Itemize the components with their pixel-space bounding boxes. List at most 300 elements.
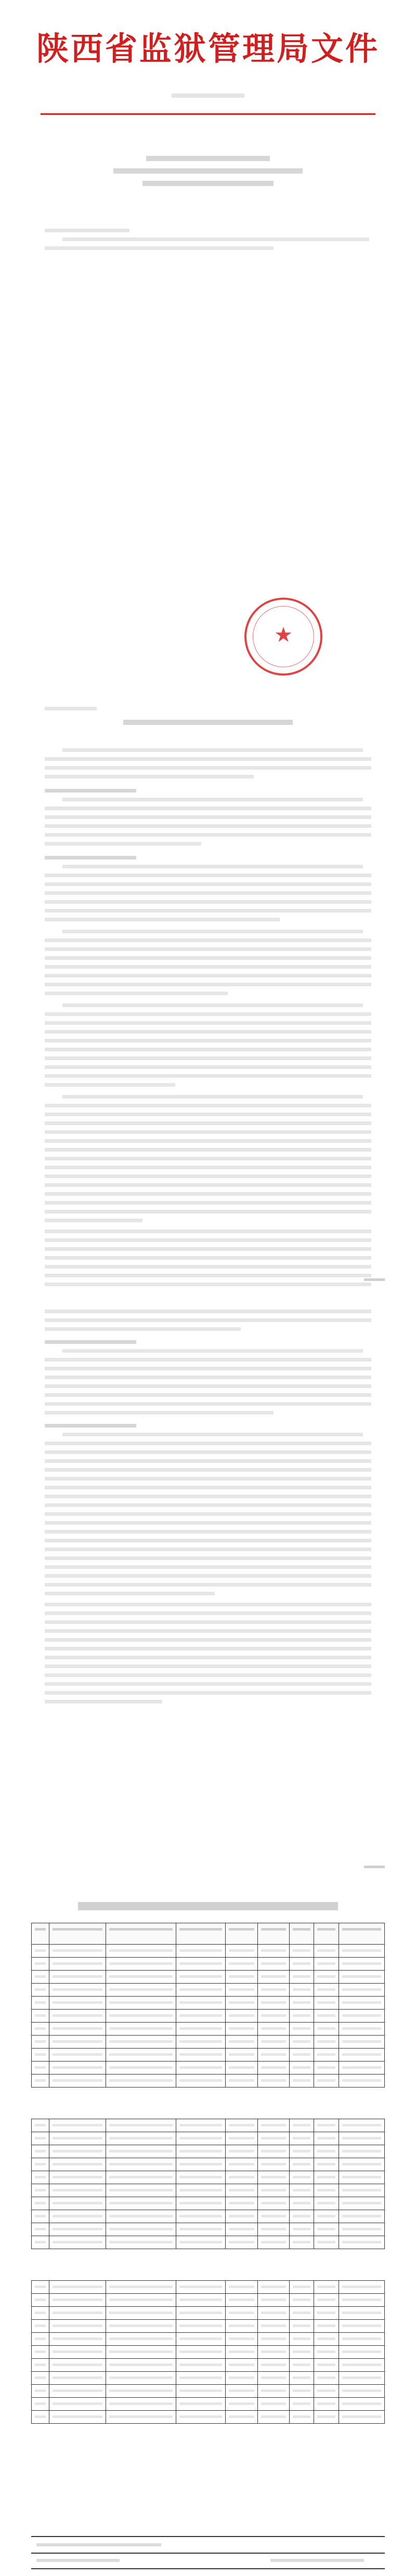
table-cell: [257, 1945, 289, 1958]
table-cell: [289, 2010, 314, 2023]
table-cell: [339, 2385, 384, 2398]
table-cell: [32, 2184, 49, 2197]
table-cell: [106, 2294, 176, 2307]
table-cell: [176, 2171, 226, 2184]
table-cell: [106, 2075, 176, 2088]
table-cell: [339, 2145, 384, 2158]
table-cell: [49, 2320, 106, 2333]
table-row: [32, 2132, 385, 2145]
table-row: [32, 2346, 385, 2359]
table-cell: [339, 2359, 384, 2372]
table-cell: [226, 2359, 257, 2372]
table-cell: [257, 1958, 289, 1971]
table-cell: [32, 2411, 49, 2424]
table-cell: [226, 2119, 257, 2132]
table-cell: [257, 2010, 289, 2023]
table-row: [32, 2223, 385, 2236]
table-row: [32, 2062, 385, 2075]
table-cell: [226, 2294, 257, 2307]
table-cell: [339, 2119, 384, 2132]
table-cell: [106, 2223, 176, 2236]
table-cell: [257, 2036, 289, 2049]
table-cell: [314, 2294, 339, 2307]
table-cell: [339, 2236, 384, 2249]
table-cell: [289, 2036, 314, 2049]
table-cell: [257, 2307, 289, 2320]
table-cell: [339, 2197, 384, 2210]
table-cell: [257, 2049, 289, 2062]
table-cell: [176, 2294, 226, 2307]
table-cell: [289, 2171, 314, 2184]
table-cell: [289, 2223, 314, 2236]
table-cell: [289, 1958, 314, 1971]
table-cell: [176, 2411, 226, 2424]
table-header-cell: [176, 1923, 226, 1945]
table-header-cell: [314, 1923, 339, 1945]
table-cell: [314, 2359, 339, 2372]
table-cell: [176, 2320, 226, 2333]
table-cell: [49, 2145, 106, 2158]
table-cell: [289, 2132, 314, 2145]
table-row: [32, 1971, 385, 1984]
table-row: [32, 2197, 385, 2210]
table-row: [32, 1997, 385, 2010]
table-cell: [289, 2346, 314, 2359]
table-cell: [176, 2049, 226, 2062]
table-cell: [32, 2372, 49, 2385]
issue-date-line: [270, 2559, 364, 2562]
table-cell: [32, 2075, 49, 2088]
table-cell: [176, 2036, 226, 2049]
table-cell: [339, 2372, 384, 2385]
table-row: [32, 2359, 385, 2372]
table-cell: [49, 2398, 106, 2411]
table-cell: [106, 2372, 176, 2385]
table-cell: [289, 2359, 314, 2372]
table-gap-cell: [32, 2088, 385, 2119]
table-cell: [289, 2372, 314, 2385]
plan-table-title: [78, 1902, 338, 1910]
table-cell: [257, 2023, 289, 2036]
page-number-mark: [364, 1278, 385, 1281]
table-cell: [49, 2223, 106, 2236]
table-cell: [49, 1984, 106, 1997]
table-cell: [289, 2281, 314, 2294]
table-row: [32, 2210, 385, 2223]
table-row: [32, 2236, 385, 2249]
table-cell: [226, 1958, 257, 1971]
table-cell: [106, 2236, 176, 2249]
table-cell: [257, 2320, 289, 2333]
table-cell: [49, 2062, 106, 2075]
table-row: [32, 2184, 385, 2197]
table-cell: [289, 2075, 314, 2088]
table-cell: [257, 2398, 289, 2411]
table-cell: [339, 1984, 384, 1997]
table-cell: [339, 2049, 384, 2062]
table-row: [32, 2023, 385, 2036]
table-cell: [339, 1945, 384, 1958]
table-cell: [226, 2075, 257, 2088]
table-cell: [32, 2281, 49, 2294]
table-cell: [314, 2036, 339, 2049]
table-cell: [314, 2075, 339, 2088]
table-cell: [226, 2385, 257, 2398]
table-cell: [49, 2036, 106, 2049]
table-row: [32, 2075, 385, 2088]
footer-rule-top: [31, 2536, 385, 2537]
table-cell: [176, 2359, 226, 2372]
table-header-cell: [226, 1923, 257, 1945]
table-cell: [176, 1945, 226, 1958]
table-cell: [314, 2385, 339, 2398]
table-cell: [289, 2145, 314, 2158]
table-cell: [32, 2132, 49, 2145]
table-row: [32, 2171, 385, 2184]
table-cell: [176, 2372, 226, 2385]
table-cell: [49, 2385, 106, 2398]
table-cell: [32, 2236, 49, 2249]
table-cell: [32, 2346, 49, 2359]
table-row: [32, 2385, 385, 2398]
table-cell: [32, 2062, 49, 2075]
table-cell: [32, 2010, 49, 2023]
table-cell: [257, 2158, 289, 2171]
table-cell: [226, 2236, 257, 2249]
table-cell: [289, 2119, 314, 2132]
table-cell: [32, 2307, 49, 2320]
table-cell: [289, 2294, 314, 2307]
table-cell: [49, 1971, 106, 1984]
table-cell: [106, 2281, 176, 2294]
document-page-1: [0, 0, 416, 1287]
table-cell: [49, 2132, 106, 2145]
table-cell: [32, 1958, 49, 1971]
table-cell: [32, 2359, 49, 2372]
table-cell: [49, 2119, 106, 2132]
table-cell: [257, 2075, 289, 2088]
table-cell: [106, 2307, 176, 2320]
table-section-gap: [32, 2088, 385, 2119]
table-cell: [226, 2132, 257, 2145]
table-cell: [314, 2171, 339, 2184]
table-cell: [314, 2119, 339, 2132]
table-cell: [226, 2010, 257, 2023]
table-cell: [314, 2346, 339, 2359]
table-cell: [49, 2281, 106, 2294]
table-cell: [49, 2049, 106, 2062]
table-cell: [339, 2320, 384, 2333]
table-cell: [314, 1997, 339, 2010]
table-cell: [106, 2210, 176, 2223]
table-cell: [339, 2398, 384, 2411]
table-header-cell: [49, 1923, 106, 1945]
page-number-mark: [364, 1866, 385, 1868]
table-cell: [106, 1997, 176, 2010]
table-cell: [176, 2236, 226, 2249]
table-cell: [226, 1945, 257, 1958]
table-cell: [226, 2320, 257, 2333]
table-header-cell: [339, 1923, 384, 1945]
table-cell: [32, 2197, 49, 2210]
table-cell: [314, 2145, 339, 2158]
table-cell: [257, 2223, 289, 2236]
table-row: [32, 2036, 385, 2049]
table-row: [32, 2281, 385, 2294]
table-cell: [49, 2359, 106, 2372]
table-cell: [176, 2385, 226, 2398]
table-row: [32, 2158, 385, 2171]
seal-star-icon: ★: [274, 623, 293, 647]
table-cell: [339, 2346, 384, 2359]
table-cell: [176, 2281, 226, 2294]
table-cell: [49, 1958, 106, 1971]
table-cell: [257, 1984, 289, 1997]
table-cell: [314, 2372, 339, 2385]
table-row: [32, 2119, 385, 2132]
table-cell: [257, 2281, 289, 2294]
table-cell: [314, 1984, 339, 1997]
table-row: [32, 1984, 385, 1997]
table-cell: [176, 2158, 226, 2171]
table-cell: [289, 2398, 314, 2411]
table-cell: [226, 2333, 257, 2346]
table-cell: [106, 2049, 176, 2062]
table-cell: [106, 2145, 176, 2158]
table-cell: [106, 2411, 176, 2424]
table-cell: [339, 2075, 384, 2088]
table-cell: [106, 2036, 176, 2049]
table-cell: [49, 2307, 106, 2320]
table-cell: [176, 1958, 226, 1971]
table-cell: [106, 2023, 176, 2036]
table-cell: [32, 2385, 49, 2398]
table-cell: [257, 2346, 289, 2359]
table-cell: [257, 1971, 289, 1984]
table-cell: [339, 2010, 384, 2023]
table-row: [32, 2294, 385, 2307]
table-cell: [314, 2307, 339, 2320]
table-cell: [32, 2158, 49, 2171]
notice-title-block: [45, 156, 371, 193]
table-cell: [226, 2158, 257, 2171]
table-cell: [339, 2294, 384, 2307]
plan-title-block: [45, 707, 371, 732]
table-cell: [314, 1945, 339, 1958]
table-cell: [106, 2385, 176, 2398]
table-cell: [257, 2184, 289, 2197]
table-cell: [339, 2158, 384, 2171]
table-cell: [226, 2023, 257, 2036]
table-cell: [49, 2210, 106, 2223]
table-cell: [32, 1984, 49, 1997]
table-cell: [176, 2119, 226, 2132]
table-row: [32, 2145, 385, 2158]
table-cell: [314, 2281, 339, 2294]
table-cell: [314, 2223, 339, 2236]
table-cell: [176, 2023, 226, 2036]
table-cell: [106, 2171, 176, 2184]
official-seal: [244, 598, 322, 676]
table-cell: [32, 2036, 49, 2049]
table-cell: [176, 2184, 226, 2197]
table-cell: [32, 2320, 49, 2333]
training-plan-table: [31, 1923, 385, 2424]
table-cell: [257, 1997, 289, 2010]
table-cell: [49, 2010, 106, 2023]
table-cell: [32, 2145, 49, 2158]
table-cell: [32, 2223, 49, 2236]
table-cell: [314, 2049, 339, 2062]
document-number-placeholder: [172, 94, 244, 98]
document-page-2: [0, 1289, 416, 2576]
table-cell: [257, 2171, 289, 2184]
table-row: [32, 2049, 385, 2062]
table-cell: [49, 2158, 106, 2171]
table-cell: [106, 2398, 176, 2411]
table-cell: [176, 2075, 226, 2088]
table-cell: [257, 2197, 289, 2210]
table-cell: [226, 2210, 257, 2223]
table-cell: [106, 2119, 176, 2132]
table-cell: [106, 2158, 176, 2171]
table-cell: [257, 2359, 289, 2372]
table-cell: [106, 2346, 176, 2359]
table-cell: [314, 1971, 339, 1984]
table-row: [32, 2307, 385, 2320]
table-cell: [49, 2333, 106, 2346]
table-cell: [339, 2281, 384, 2294]
table-cell: [32, 2049, 49, 2062]
table-cell: [176, 2145, 226, 2158]
table-cell: [49, 2294, 106, 2307]
table-cell: [289, 2307, 314, 2320]
table-cell: [32, 1945, 49, 1958]
table-row: [32, 2372, 385, 2385]
table-cell: [339, 2062, 384, 2075]
table-gap-cell: [32, 2249, 385, 2281]
table-cell: [339, 2132, 384, 2145]
table-cell: [289, 1984, 314, 1997]
table-cell: [106, 2184, 176, 2197]
table-cell: [226, 2062, 257, 2075]
table-cell: [314, 2010, 339, 2023]
table-cell: [314, 2398, 339, 2411]
table-cell: [106, 2062, 176, 2075]
table-cell: [176, 2010, 226, 2023]
table-cell: [106, 2359, 176, 2372]
table-cell: [176, 2210, 226, 2223]
table-cell: [176, 2062, 226, 2075]
table-cell: [314, 2197, 339, 2210]
table-row: [32, 2320, 385, 2333]
page2-body: [45, 1310, 371, 1709]
table-cell: [339, 1958, 384, 1971]
issuer-line: [36, 2559, 120, 2562]
table-cell: [176, 2197, 226, 2210]
table-cell: [226, 1997, 257, 2010]
table-cell: [339, 2223, 384, 2236]
table-cell: [257, 2210, 289, 2223]
table-cell: [314, 2236, 339, 2249]
table-header-cell: [257, 1923, 289, 1945]
cc-line: [36, 2543, 161, 2546]
table-section-gap: [32, 2249, 385, 2281]
document-masthead: 陕西省监狱管理局文件: [36, 30, 380, 68]
table-cell: [314, 2158, 339, 2171]
table-cell: [106, 2333, 176, 2346]
table-cell: [176, 2346, 226, 2359]
table-cell: [289, 2158, 314, 2171]
table-cell: [257, 2236, 289, 2249]
table-cell: [257, 2372, 289, 2385]
table-cell: [289, 1945, 314, 1958]
table-cell: [106, 1958, 176, 1971]
table-cell: [226, 2307, 257, 2320]
table-cell: [106, 2197, 176, 2210]
table-cell: [289, 2210, 314, 2223]
table-row: [32, 2398, 385, 2411]
table-cell: [257, 2119, 289, 2132]
table-cell: [257, 2062, 289, 2075]
table-cell: [176, 2132, 226, 2145]
table-cell: [176, 1984, 226, 1997]
table-cell: [32, 2119, 49, 2132]
table-cell: [226, 2398, 257, 2411]
table-cell: [226, 2223, 257, 2236]
table-row: [32, 2333, 385, 2346]
table-cell: [226, 2346, 257, 2359]
table-cell: [289, 2062, 314, 2075]
table-cell: [226, 2171, 257, 2184]
table-cell: [289, 1997, 314, 2010]
table-cell: [339, 1971, 384, 1984]
table-cell: [32, 1997, 49, 2010]
footer-rule-mid: [31, 2553, 385, 2554]
table-cell: [289, 2236, 314, 2249]
table-cell: [339, 2333, 384, 2346]
table-row: [32, 2010, 385, 2023]
table-cell: [176, 2307, 226, 2320]
notice-body: [45, 229, 371, 255]
table-cell: [49, 2372, 106, 2385]
table-cell: [32, 2398, 49, 2411]
table-header-cell: [32, 1923, 49, 1945]
table-cell: [257, 2411, 289, 2424]
table-cell: [289, 2320, 314, 2333]
table-cell: [49, 2075, 106, 2088]
table-cell: [32, 2333, 49, 2346]
table-cell: [32, 2210, 49, 2223]
table-cell: [226, 1971, 257, 1984]
table-cell: [106, 1945, 176, 1958]
table-cell: [176, 2333, 226, 2346]
table-header-cell: [289, 1923, 314, 1945]
table-cell: [257, 2294, 289, 2307]
table-cell: [226, 2411, 257, 2424]
table-cell: [106, 2132, 176, 2145]
table-cell: [49, 2023, 106, 2036]
table-cell: [226, 2372, 257, 2385]
table-cell: [289, 2023, 314, 2036]
table-cell: [32, 2023, 49, 2036]
table-cell: [339, 2023, 384, 2036]
table-cell: [49, 2184, 106, 2197]
table-cell: [49, 2171, 106, 2184]
table-cell: [176, 1997, 226, 2010]
table-cell: [314, 2210, 339, 2223]
table-cell: [226, 2036, 257, 2049]
